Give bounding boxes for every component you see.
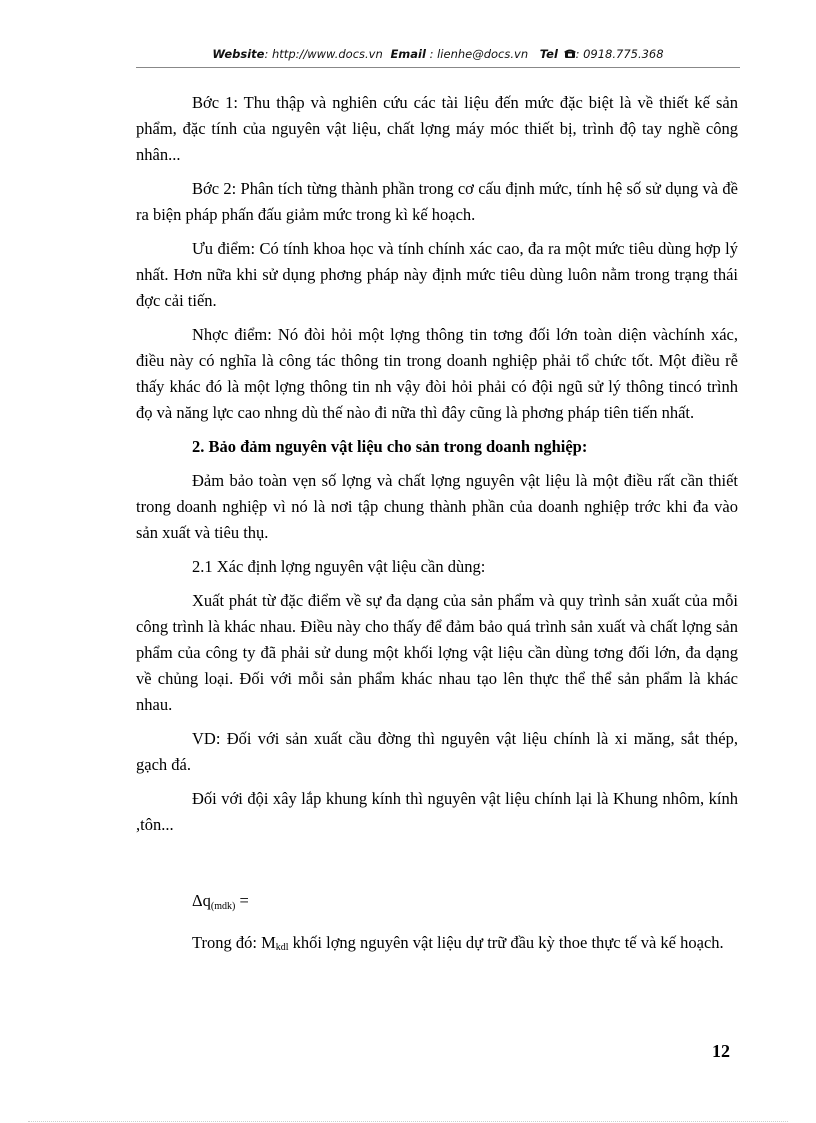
tel-value: : 0918.775.368 [575, 47, 664, 61]
page-header [136, 47, 740, 62]
website-value: : http://www.docs.vn [264, 47, 383, 61]
paragraph-step-2: Bớc 2: Phân tích từng thành phần trong cơ cấu định mức, tính hệ số sử dụng và đề ra biện pháp phấn đấu giảm mức trong kì kế hoạch. [136, 179, 738, 224]
subsection-heading: 2.1 Xác định lợng nguyên vật liệu cần dùng: [192, 557, 486, 576]
paragraph-disadvantages: Nhợc điểm: Nó đòi hỏi một lợng thông tin tơng đối lớn toàn diện vàchính xác, điều này có nghĩa là công tác thông tin trong doanh nghiệp phải tổ chức tốt. Một điều rễ thấy khác đó là một lợng thông tin nh vậy đòi hỏi phải có đội ngũ sử lý thông tincó trình đọ và năng lực cao nhng dù thế nào đi nữa thì đây cũng là phơng pháp tiên tiến nhất. [136, 325, 738, 422]
header-rule [136, 67, 740, 68]
paragraph-advantages: Ưu điểm: Có tính khoa học và tính chính xác cao, đa ra một mức tiêu dùng hợp lý nhất. Hơn nữa khi sử dụng phơng pháp này định mức tiêu dùng luôn nằm trong trạng thái đợc cải tiến. [136, 239, 738, 310]
paragraph-frame-team: Đối với đội xây lắp khung kính thì nguyên vật liệu chính lại là Khung nhôm, kính ,tôn... [136, 789, 738, 834]
formula [136, 888, 738, 920]
paragraph-example: VD: Đối với sản xuất cầu đờng thì nguyên vật liệu chính là xi măng, sắt thép, gạch đá. [136, 729, 738, 774]
section-heading: 2. Bảo đảm nguyên vật liệu cho sản trong doanh nghiệp: [192, 437, 588, 456]
phone-icon [564, 48, 576, 62]
formula-equals: = [235, 891, 249, 910]
paragraph-diversity: Xuất phát từ đặc điểm về sự đa dạng của sản phẩm và quy trình sản xuất của mỗi công trình là khác nhau. Điều này cho thấy để đảm bảo quá trình sản xuất và chất lợng sản phẩm của công ty đã phải sử dung một khối lợng vật liệu cần dùng tơng đối lớn, đa dạng về chủng loại. Đối với mỗi sản phẩm khác nhau tạo lên thực thể thể sản phẩm là khác nhau. [136, 591, 738, 714]
page-number: 12 [712, 1041, 730, 1061]
page-body [136, 90, 738, 969]
paragraph-assurance: Đảm bảo toàn vẹn số lợng và chất lợng nguyên vật liệu là một điều rất cần thiết trong doanh nghiệp vì nó là nơi tập chung thành phần của doanh nghiệp trớc khi đa vào sản xuất và tiêu thụ. [136, 471, 738, 542]
email-value: : lienhe@docs.vn [429, 47, 529, 61]
paragraph-definition [136, 930, 738, 961]
tel-label: Tel [539, 47, 558, 61]
definition-subscript: kdl [275, 942, 289, 953]
definition-prefix: Trong đó: M [192, 933, 276, 952]
formula-subscript: (mdk) [210, 901, 236, 912]
definition-rest: khối lợng nguyên vật liệu dự trữ đầu kỳ thoe thực tế và kế hoạch. [288, 933, 724, 952]
paragraph-step-1: Bớc 1: Thu thập và nghiên cứu các tài liệu đến mức đặc biệt là về thiết kế sản phẩm, đặc tính của nguyên vật liệu, chất lợng máy móc thiết bị, trình độ tay nghề công nhân... [136, 93, 738, 164]
formula-symbol: Δq [192, 891, 211, 910]
email-label: Email [390, 47, 426, 61]
page-bottom-border [28, 1121, 788, 1122]
website-label: Website [212, 47, 265, 61]
